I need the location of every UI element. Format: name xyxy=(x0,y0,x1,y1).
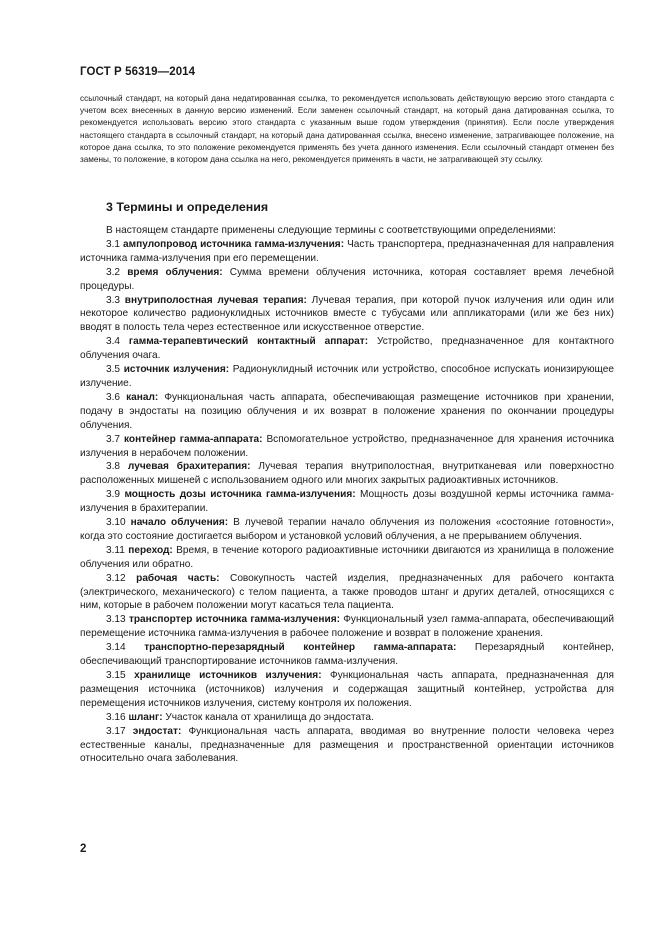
term-number: 3.15 xyxy=(106,670,126,681)
term-entry xyxy=(80,641,614,669)
term-entry xyxy=(80,335,614,363)
term-name: рабочая часть: xyxy=(136,572,220,584)
term-name: шланг: xyxy=(128,711,163,723)
term-definition: Время, в течение которого радиоактивные источники двигаются из хранилища в положение облучения или обратно. xyxy=(80,544,614,570)
term-definition: Часть транспортера, предназначенная для направления источника гамма-излучения при его перемещении. xyxy=(80,238,614,264)
term-name: эндостат: xyxy=(132,725,182,737)
term-name: гамма-терапевтический контактный аппарат: xyxy=(128,336,369,348)
term-name: мощность дозы источника гамма-излучения: xyxy=(124,489,356,501)
term-entry xyxy=(80,391,614,433)
term-definition: Функциональная часть аппарата, вводимая во внутренние полости человека через естественные каналы, предназначенные для размещения и пространственной ориентации источников относительно очага заболевания. xyxy=(80,725,614,765)
section-lead: В настоящем стандарте применены следующие термины с соответствующими определениями: xyxy=(106,225,556,236)
term-definition: Совокупность частей изделия, предназначенных для рабочего контакта (электрического, механического) с телом пациента, а также проводов штанг и других деталей, относящихся с ним, которые в рабочем положении могут касаться тела пациента. xyxy=(80,572,614,612)
term-entry xyxy=(80,516,614,544)
term-number: 3.10 xyxy=(106,517,126,529)
term-number: 3.13 xyxy=(106,614,126,626)
section-body xyxy=(80,224,614,766)
term-entry xyxy=(80,613,614,641)
term-number: 3.2 xyxy=(106,266,121,278)
term-definition: Радионуклидный источник или устройство, способное испускать ионизирующее излучение. xyxy=(80,364,614,389)
term-entry xyxy=(80,725,614,767)
terms-list xyxy=(80,238,614,766)
term-entry xyxy=(80,488,614,516)
term-number: 3.3 xyxy=(106,294,121,306)
term-definition: Лучевая терапия внутриполостная, внутритканевая или поверхностно расположенных мишеней с использованием одного или многих закрытых радиоактивных источников. xyxy=(80,461,615,487)
term-number: 3.14 xyxy=(106,642,126,654)
term-number: 3.6 xyxy=(106,391,121,403)
term-definition: Участок канала от хранилища до эндостата. xyxy=(165,711,374,723)
term-entry xyxy=(80,433,614,461)
term-number: 3.7 xyxy=(106,433,121,445)
term-definition: Мощность дозы воздушной кермы источника гамма-излучения в брахитерапии. xyxy=(80,489,614,515)
term-name: транспортер источника гамма-излучения: xyxy=(128,614,340,626)
term-number: 3.1 xyxy=(106,238,121,250)
term-definition: Функциональная часть аппарата, обеспечивающая размещение источников при хранении, подачу в эндостаты на позицию облучения и их возврат в положение хранения по окончании процедуры облучения. xyxy=(80,391,615,431)
term-entry xyxy=(80,266,614,294)
term-number: 3.5 xyxy=(106,364,121,376)
term-entry xyxy=(80,711,614,725)
term-number: 3.4 xyxy=(106,336,121,348)
intro-paragraph: ссылочный стандарт, на который дана недатированная ссылка, то рекомендуется использовать действующую версию этого стандарта с учетом всех внесенных в данную версию изменений. Если заменен ссылочный стандарт, на который дана датированная ссылка, то рекомендуется использовать версию этого стандарта с указанным выше годом утверждения (принятия). Если после утверждения настоящего стандарта в ссылочный стандарт, на который дана датированная ссылка, внесено изменение, затрагивающее положение, на которое дана ссылка, то это положение рекомендуется применять без учета данного изменения. Если ссылочный стандарт отменен без замены, то положение, в котором дана ссылка на него, рекомендуется применять в части, не затрагивающей эту ссылку. xyxy=(80,94,614,165)
section-title: 3 Термины и определения xyxy=(106,200,269,214)
term-name: контейнер гамма-аппарата: xyxy=(124,433,263,445)
term-definition: Лучевая терапия, при которой пучок излучения или один или некоторое количество радионуклидных источников вместе с тубусами или аппликаторами (или же без них) вводят в полость тела через естественное или искусственное отверстие. xyxy=(80,294,614,334)
document-header: ГОСТ Р 56319—2014 xyxy=(80,66,196,78)
term-name: переход: xyxy=(128,544,173,556)
term-definition: Сумма времени облучения источника, которая составляет время лечебной процедуры. xyxy=(80,266,614,292)
term-number: 3.16 xyxy=(106,711,126,723)
term-name: хранилище источников излучения: xyxy=(134,670,322,681)
term-number: 3.17 xyxy=(106,725,126,737)
term-name: начало облучения: xyxy=(130,517,229,529)
term-name: транспортно-перезарядный контейнер гамма-аппарата: xyxy=(144,642,457,654)
term-entry xyxy=(80,572,614,614)
term-number: 3.8 xyxy=(106,461,121,473)
term-number: 3.12 xyxy=(106,572,126,584)
term-number: 3.11 xyxy=(106,544,125,556)
term-number: 3.9 xyxy=(106,489,121,501)
term-definition: Функциональный узел гамма-аппарата, обеспечивающий перемещение источника гамма-излучения в рабочее положение и возврат в положение хранения. xyxy=(80,614,614,640)
term-name: источник излучения: xyxy=(123,364,230,376)
term-definition: Устройство, предназначенное для контактного облучения очага. xyxy=(80,336,614,362)
term-name: внутриполостная лучевая терапия: xyxy=(124,294,307,306)
page-number: 2 xyxy=(80,843,87,855)
term-name: ампулопровод источника гамма-излучения: xyxy=(123,238,345,250)
term-name: время облучения: xyxy=(127,266,223,278)
term-definition: В лучевой терапии начало облучения из положения «состояние готовности», когда это состояние достигается выбором и установкой условий облучения, а не прерыванием облучения. xyxy=(80,517,614,542)
term-entry xyxy=(80,544,614,572)
term-entry xyxy=(80,669,614,711)
term-entry xyxy=(80,363,614,391)
term-name: лучевая брахитерапия: xyxy=(127,461,251,473)
term-definition: Функциональная часть аппарата, предназначенная для размещения источника (источников) излучения и содержащая защитный контейнер, устройства для перемещения источников излучения, систему контроля их положения. xyxy=(80,670,614,709)
term-entry xyxy=(80,460,614,488)
term-entry xyxy=(80,238,614,266)
term-entry xyxy=(80,294,614,336)
term-definition: Вспомогательное устройство, предназначенное для хранения источника излучения в нерабочем положении. xyxy=(80,433,614,459)
term-definition: Перезарядный контейнер, обеспечивающий транспортирование источников гамма-излучения. xyxy=(80,642,614,668)
term-name: канал: xyxy=(126,391,159,403)
